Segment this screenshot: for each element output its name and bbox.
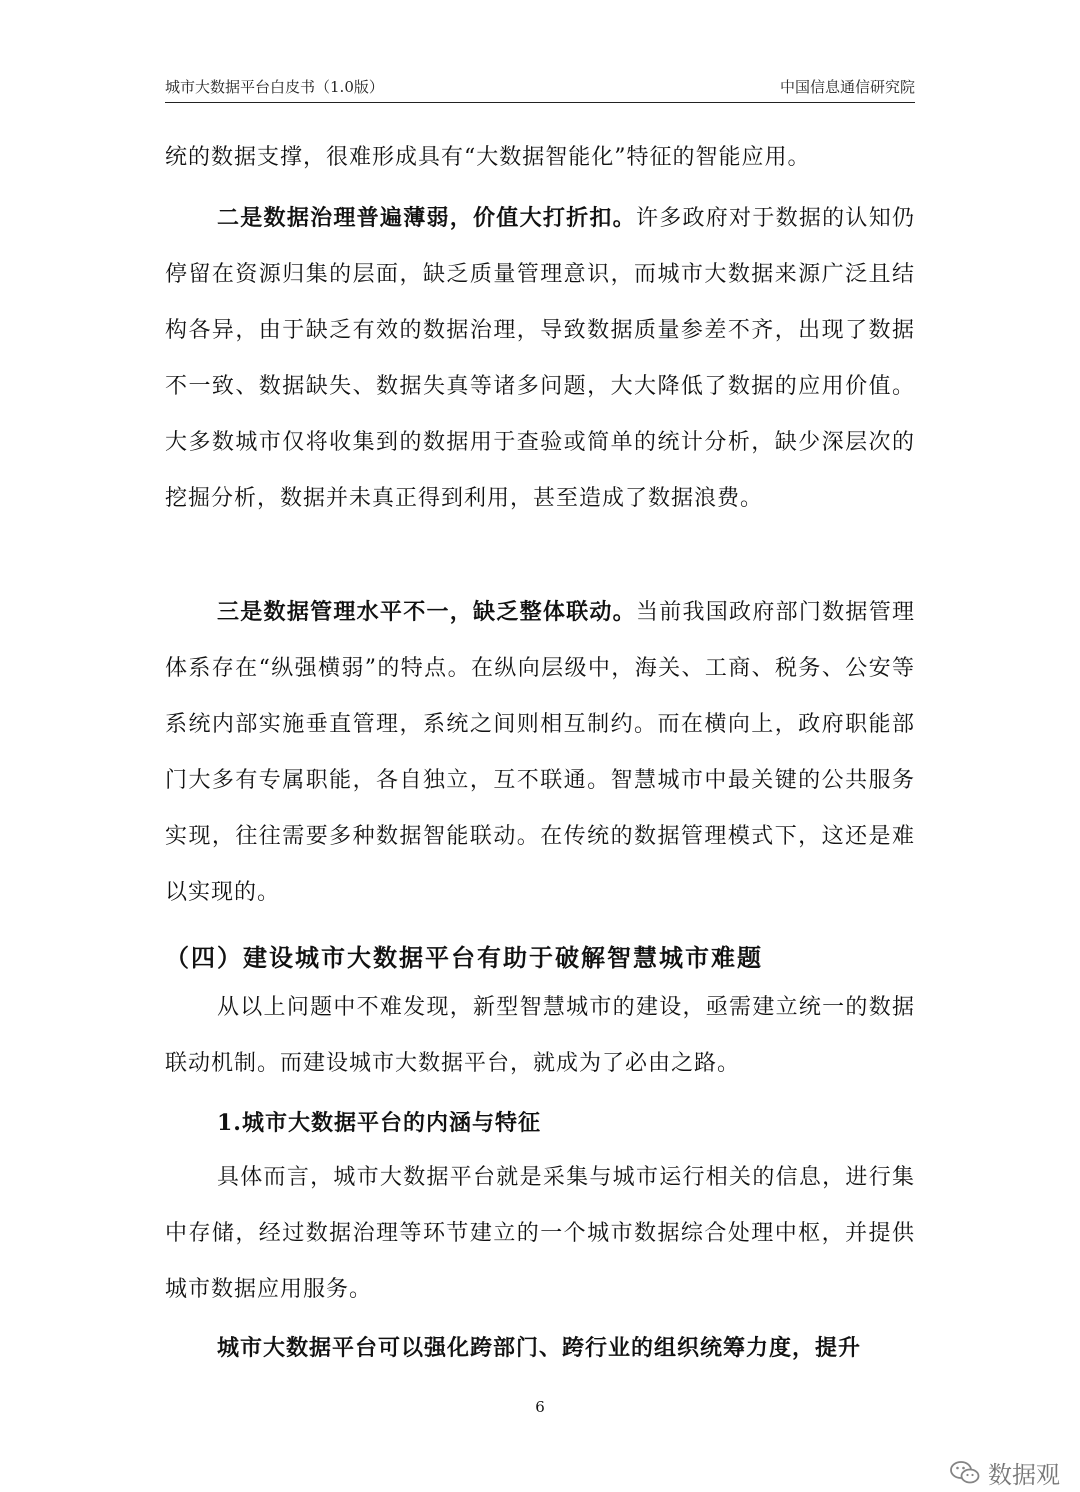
point-three-body: 当前我国政府部门数据管理体系存在“纵强横弱”的特点。在纵向层级中，海关、工商、税务、公安等系统内部实施垂直管理，系统之间则相互制约。而在横向上，政府职能部门大多有专属职能，各自独立，互不联通。智慧城市中最关键的公共服务实现，往往需要多种数据智能联动。在传统的数据管理模式下，这还是难以实现的。 [165, 600, 915, 905]
paragraph-bold-lead: 城市大数据平台可以强化跨部门、跨行业的组织统筹力度，提升 [217, 1335, 862, 1361]
paragraph-continuation: 统的数据支撑，很难形成具有“大数据智能化”特征的智能应用。 [165, 145, 811, 170]
header-title: 城市大数据平台白皮书（1.0版） [165, 78, 384, 96]
paragraph-section-intro: 从以上问题中不难发现，新型智慧城市的建设，亟需建立统一的数据联动机制。而建设城市大数据平台，就成为了必由之路。 [165, 995, 915, 1076]
paragraph-definition: 具体而言，城市大数据平台就是采集与城市运行相关的信息，进行集中存储，经过数据治理等环节建立的一个城市数据综合处理中枢，并提供城市数据应用服务。 [165, 1165, 915, 1302]
point-three-lead: 三是数据管理水平不一，缺乏整体联动。 [217, 599, 636, 625]
page-header [165, 74, 915, 103]
subsection-heading: 1.城市大数据平台的内涵与特征 [217, 1110, 541, 1136]
paragraph-point-three [165, 584, 915, 921]
watermark [950, 1455, 1060, 1490]
point-two-lead: 二是数据治理普遍薄弱，价值大打折扣。 [217, 205, 636, 231]
section-heading: （四）建设城市大数据平台有助于破解智慧城市难题 [165, 943, 763, 972]
paragraph-point-two [165, 190, 915, 527]
header-org: 中国信息通信研究院 [779, 78, 915, 96]
watermark-text: 数据观 [988, 1461, 1060, 1489]
wechat-icon [950, 1460, 980, 1486]
point-two-body: 许多政府对于数据的认知仍停留在资源归集的层面，缺乏质量管理意识，而城市大数据来源广泛且结构各异，由于缺乏有效的数据治理，导致数据质量参差不齐，出现了数据不一致、数据缺失、数据失真等诸多问题，大大降低了数据的应用价值。大多数城市仅将收集到的数据用于查验或简单的统计分析，缺少深层次的挖掘分析，数据并未真正得到利用，甚至造成了数据浪费。 [165, 206, 915, 511]
page-number: 6 [535, 1398, 545, 1416]
